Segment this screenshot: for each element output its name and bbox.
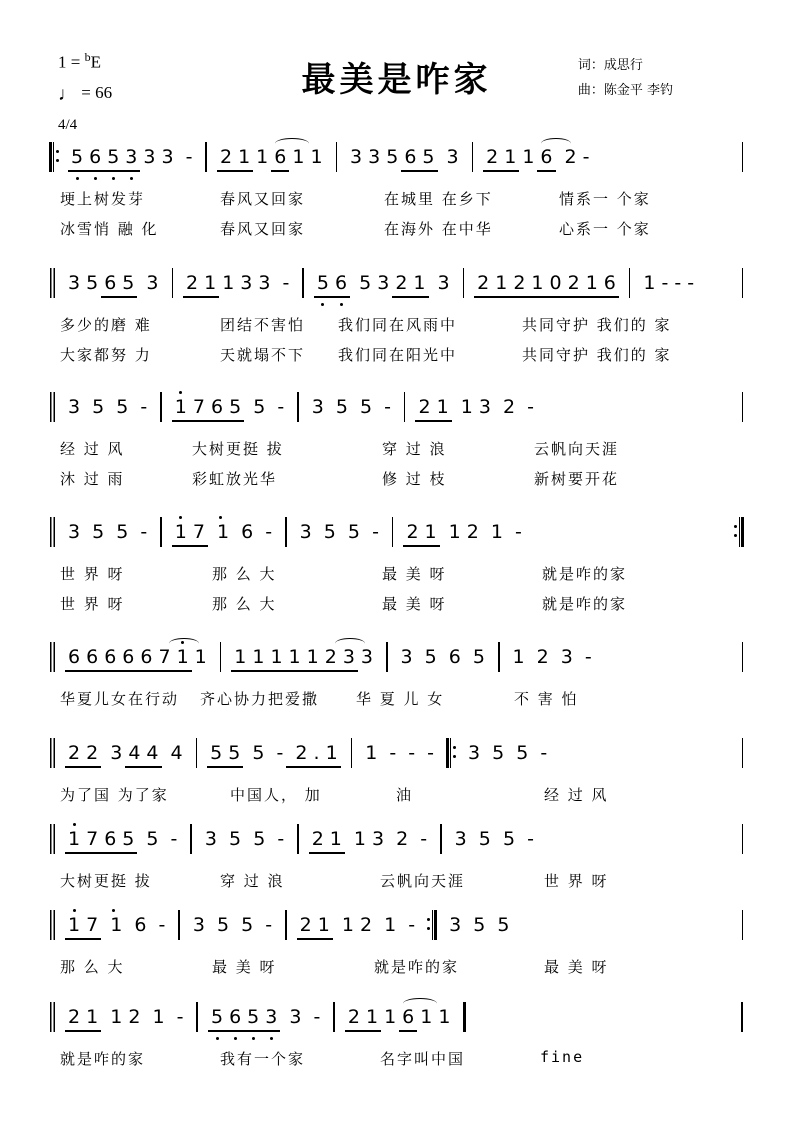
lyric-cell: 共同守护 我们的 家 [522,316,672,334]
barline [498,642,500,672]
system-8-notes [0,908,793,942]
lyric-cell: 心系一 个家 [559,220,651,238]
measure-notes: 6 6 6 6 6 7 1 1 [61,640,214,674]
measure-notes: 3 5 5 - [299,520,379,543]
lyric-cell: 共同守护 我们的 家 [522,346,672,364]
lyric-cell: 为了国 为了家 [60,786,169,804]
lyric-cell: 云帆向天涯 [534,440,620,458]
lyric-cell: 油 [396,786,414,804]
barline [741,1002,743,1032]
measure-notes: 2 1 1 6 1 1 [213,140,330,174]
barline [285,910,287,940]
barline [742,738,744,768]
lyric-cell: 穿 过 浪 [382,440,447,458]
tempo-equals: = [77,83,96,103]
lyric-cell: 在城里 在乡下 [384,190,493,208]
lyric-cell: 修 过 枝 [382,470,447,488]
lyric-row-1 [44,563,793,593]
lyric-cell: 就是咋的家 [374,958,460,976]
barline [463,268,465,298]
slur-arc [169,638,199,649]
system-5-notes [0,640,793,674]
measure-notes: 3 5 5 - [454,827,534,850]
flat-symbol: b [84,50,91,64]
double-barline [50,268,55,298]
lyric-cell: 不 害 怕 [514,690,579,708]
barline [297,824,299,854]
barline [196,738,198,768]
barline [336,142,338,172]
system-4-lyrics [0,563,793,623]
time-signature: 4/4 [58,116,78,133]
measure-notes: 1 7 6 5 5 - [61,822,184,856]
lyric-cell: 冰雪悄 融 化 [60,220,159,238]
page-title: 最美是咋家 [301,60,492,100]
lyric-row-1 [44,314,793,344]
quarter-note-icon: ♩ [58,84,77,106]
lyric-cell: 彩虹放光华 [192,470,278,488]
system-1 [0,140,793,248]
measure-notes: 2 1 1 6 1 1 [341,1000,458,1034]
system-6 [0,736,793,814]
barline [440,824,442,854]
measure-notes: 2 2 3 4 4 4 [61,736,190,770]
measure-notes [603,1000,611,1034]
measure-notes: 1 7 1 6 - [61,908,172,942]
barline [297,392,299,422]
lyric-row-1 [44,956,793,986]
lyric-cell: 最 美 呀 [382,595,447,613]
double-barline [50,910,55,940]
score-header [0,36,793,146]
system-1-lyrics [0,188,793,248]
measure-notes: 1 7 1 6 - [168,515,279,549]
double-barline [50,392,55,422]
lyric-cell: 世 界 呀 [60,565,125,583]
system-9 [0,1000,793,1078]
measure-notes: 5 5 5 - 2 . 1 [203,736,345,770]
lyric-cell: 世 界 呀 [60,595,125,613]
double-barline [50,824,55,854]
system-6-lyrics [0,784,793,814]
lyric-cell: 云帆向天涯 [380,872,466,890]
lyric-cell: 新树要开花 [534,470,620,488]
lyric-cell: 华夏儿女在行动 [60,690,180,708]
barline [742,268,744,298]
lyric-row-1 [44,438,793,468]
lyric-cell: 沐 过 雨 [60,470,125,488]
barline [404,392,406,422]
lyric-cell: 多少的磨 难 [60,316,152,334]
system-2-lyrics [0,314,793,374]
barline [196,1002,198,1032]
lyric-cell: 情系一 个家 [559,190,651,208]
system-3-lyrics [0,438,793,498]
slur-arc [275,138,309,149]
lyric-cell: 经 过 风 [544,786,609,804]
measure-notes: 5 6 5 3 3 - [204,1000,327,1034]
barline [742,910,744,940]
lyric-cell: 华 夏 儿 女 [356,690,445,708]
system-5 [0,640,793,718]
double-barline [50,642,55,672]
lyricist-credit: 词：成思行 [577,58,643,73]
measure-notes: 2 1 1 3 2 - [305,822,434,856]
measure-notes: 3 5 5 - [68,395,148,418]
system-7-lyrics [0,870,793,900]
lyric-row-2 [44,218,793,248]
measure-notes: 2 1 1 6 2 - [479,140,596,174]
lyric-cell: 在海外 在中华 [384,220,493,238]
barline [220,642,222,672]
system-4 [0,515,793,623]
barline [386,642,388,672]
barline [205,142,207,172]
slur-arc [403,998,437,1009]
final-barline [463,1002,466,1032]
lyric-cell: 我有一个家 [220,1050,306,1068]
lyric-cell: 我们同在阳光中 [338,346,458,364]
measure-notes: 1 1 1 1 1 2 3 3 [227,640,380,674]
lyric-cell: 我们同在风雨中 [338,316,458,334]
barline [302,268,304,298]
measure-notes: 3 5 5 - [192,913,273,936]
lyric-cell: 最 美 呀 [382,565,447,583]
lyric-row-1 [44,688,793,718]
system-1-notes [0,140,793,174]
lyric-cell: 就是咋的家 [542,565,628,583]
measure-notes: 3 5 5 [449,913,510,936]
lyric-cell: 就是咋的家 [60,1050,146,1068]
system-6-notes [0,736,793,770]
barline [178,910,180,940]
system-8 [0,908,793,986]
fine-marking: fine [540,1048,585,1066]
lyric-cell: 最 美 呀 [212,958,277,976]
measure-notes: 2 1 1 2 1 - [399,515,528,549]
lyric-row-1 [44,188,793,218]
measure-notes: 3 5 5 - [68,520,148,543]
repeat-end-barline [427,910,437,940]
slur-arc [541,138,571,149]
measure-notes: 5 6 5 3 2 1 3 [310,266,457,300]
system-4-notes [0,515,793,549]
system-9-notes [0,1000,793,1034]
lyric-cell: 那 么 大 [60,958,125,976]
measure-notes: 2 1 1 2 1 - [61,1000,190,1034]
measure-notes: 3 5 5 - [204,827,285,850]
system-3-notes [0,390,793,424]
key-prefix: 1 = [58,52,85,72]
measure-notes: 2 1 2 1 0 2 1 6 [470,266,623,300]
lyric-cell: 最 美 呀 [544,958,609,976]
barline [629,268,631,298]
lyric-row-1 [44,870,793,900]
lyric-cell: 那 么 大 [212,595,277,613]
repeat-end-barline [734,517,744,547]
system-7-notes [0,822,793,856]
barline [742,642,744,672]
barline [472,142,474,172]
lyric-row-2 [44,344,793,374]
system-9-lyrics [0,1048,793,1078]
lyric-cell: 经 过 风 [60,440,125,458]
measure-notes: 1 7 6 5 5 - [168,390,291,424]
barline [742,142,744,172]
lyric-row-1 [44,784,793,814]
system-2 [0,266,793,374]
system-5-lyrics [0,688,793,718]
barline [333,1002,335,1032]
measure-notes: 3 5 6 5 [400,645,486,668]
composer-credit: 曲：陈金平 李钓 [577,82,673,98]
double-barline [50,738,55,768]
barline [351,738,353,768]
lyric-cell: 天就塌不下 [220,346,306,364]
measure-notes: 3 3 5 6 5 3 [350,145,459,168]
lyric-cell: 春风又回家 [220,190,306,208]
lyric-cell: 穿 过 浪 [220,872,285,890]
barline [190,824,192,854]
lyric-cell: 大树更挺 拔 [60,872,152,890]
measure-notes: 5 6 5 3 3 3 - [64,140,199,174]
lyric-row-2 [44,468,793,498]
lyric-cell: 团结不害怕 [220,316,306,334]
barline [742,824,744,854]
system-2-notes [0,266,793,300]
measure-notes: 3 5 5 - [468,741,548,764]
lyric-cell: 大树更挺 拔 [192,440,284,458]
lyric-cell: 埂上树发芽 [60,190,146,208]
system-7 [0,822,793,900]
barline [172,268,174,298]
measure-notes: 3 5 6 5 3 [68,271,159,294]
lyric-row-1 [44,1048,793,1078]
measure-notes: 1 2 3 - [512,645,592,668]
system-3 [0,390,793,498]
lyric-cell: 齐心协力把爱撒 [200,690,320,708]
lyric-cell: 春风又回家 [220,220,306,238]
lyric-cell: 大家都努 力 [60,346,152,364]
barline [742,392,744,422]
measure-notes: 1 - - - [365,741,435,764]
barline [160,517,162,547]
tempo-value: 66 [95,83,113,103]
measure-notes: 2 1 1 3 2 - [411,390,540,424]
barline [392,517,394,547]
double-barline [50,1002,55,1032]
double-barline [50,517,55,547]
lyric-cell: 就是咋的家 [542,595,628,613]
measure-notes: 2 1 1 2 1 - [293,908,422,942]
lyric-cell: 中国人， 加 [230,786,322,804]
key-letter: E [90,52,101,72]
lyric-cell: 世 界 呀 [544,872,609,890]
measure-notes: 1 - - - [643,271,695,294]
repeat-start-barline [49,142,59,172]
lyric-row-2 [44,593,793,623]
lyric-cell: 那 么 大 [212,565,277,583]
system-8-lyrics [0,956,793,986]
barline [285,517,287,547]
lyric-cell: 名字叫中国 [380,1050,466,1068]
repeat-start-barline [446,738,456,768]
measure-notes: 3 5 5 - [311,395,391,418]
measure-notes: 2 1 1 3 3 - [179,266,296,300]
barline [160,392,162,422]
credits-block [578,54,673,103]
